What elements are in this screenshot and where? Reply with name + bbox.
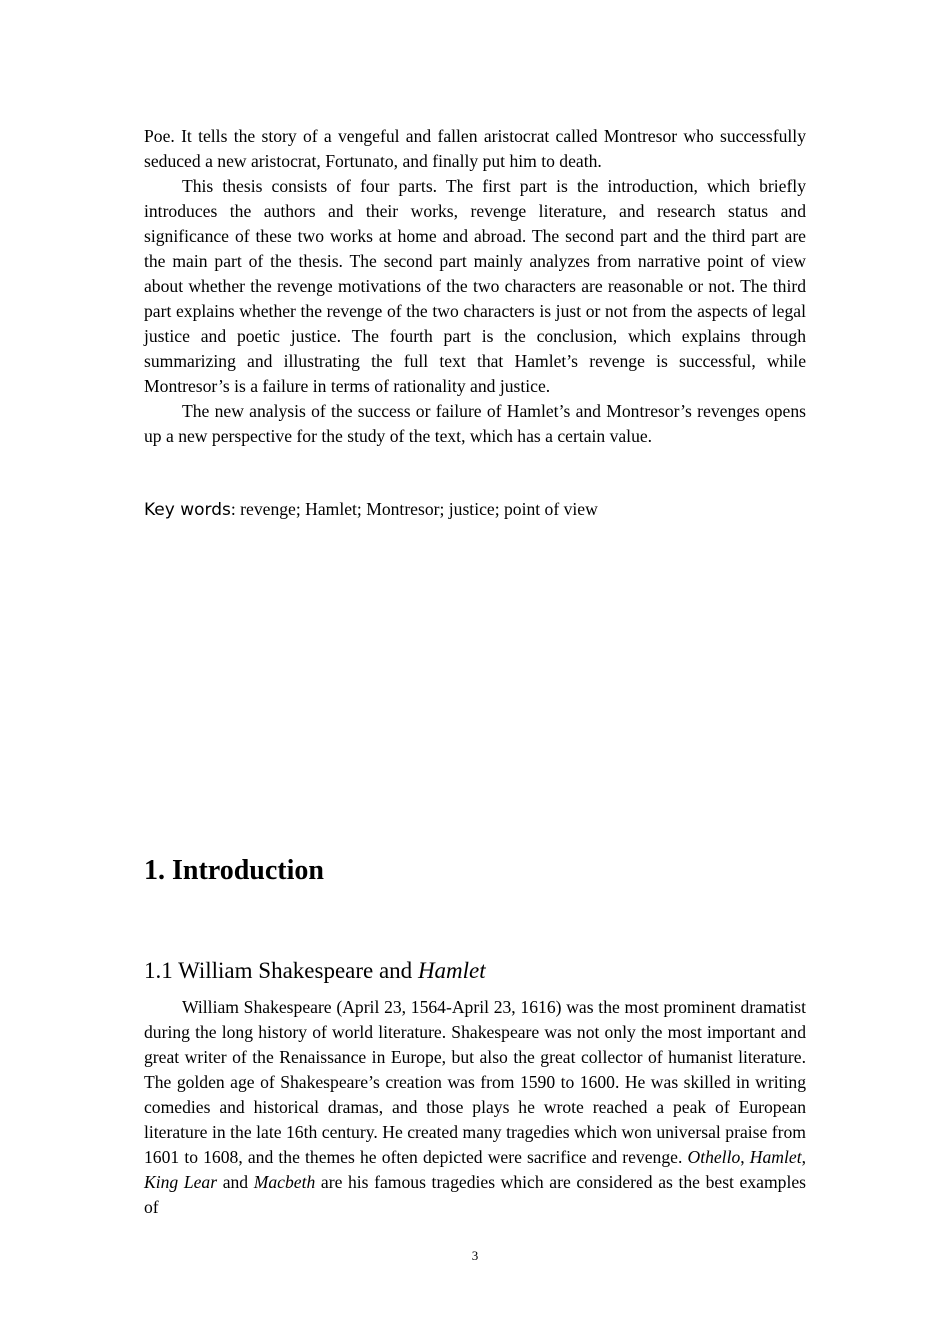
subsection-heading-shakespeare bbox=[144, 956, 806, 986]
keywords-value: revenge; Hamlet; Montresor; justice; point of view bbox=[235, 499, 598, 519]
keywords-separator: : bbox=[230, 499, 236, 519]
section-heading-introduction: 1. Introduction bbox=[144, 855, 324, 886]
paragraph-text: William Shakespeare (April 23, 1564-April 23, 1616) was the most prominent dramatist during the long history of world literature. Shakespeare was not only the most important and great writer of the Renaissance in Europe, but also the great collector of humanist literature. The golden age of Shakespeare’s creation was from 1590 to 1600. He was skilled in writing comedies and historical dramas, and those plays he wrote reached a peak of European literature in the late 16th century. He created many tragedies which won universal praise from 1601 to 1608, and the themes he often depicted were sacrifice and revenge. bbox=[144, 997, 806, 1167]
work-title-macbeth: Macbeth bbox=[253, 1172, 316, 1192]
separator: , bbox=[801, 1147, 806, 1167]
work-title-hamlet: Hamlet bbox=[749, 1147, 802, 1167]
subsection-heading-work-title: Hamlet bbox=[417, 958, 486, 983]
introduction-body bbox=[144, 995, 806, 1220]
abstract-paragraph-3: The new analysis of the success or failure of Hamlet’s and Montresor’s revenges opens up a new perspective for the study of the text, which has a certain value. bbox=[144, 401, 806, 446]
keywords-line bbox=[144, 497, 806, 523]
separator: and bbox=[217, 1172, 254, 1192]
keywords-label: Key words bbox=[144, 500, 231, 520]
page-number: 3 bbox=[471, 1248, 479, 1263]
separator: , bbox=[740, 1147, 750, 1167]
introduction-paragraph-1 bbox=[144, 995, 806, 1220]
work-title-othello: Othello bbox=[687, 1147, 741, 1167]
abstract-paragraph-2: This thesis consists of four parts. The first part is the introduction, which briefly introduces the authors and their works, revenge literature, and research status and significance of these two works at home and abroad. The second part and the third part are the main part of the thesis. The second part mainly analyzes from narrative point of view about whether the revenge motivations of the two characters are reasonable or not. The third part explains whether the revenge of the two characters is just or not from the aspects of legal justice and poetic justice. The fourth part is the conclusion, which explains through summarizing and illustrating the full text that Hamlet’s revenge is successful, while Montresor’s is a failure in terms of rationality and justice. bbox=[144, 176, 806, 396]
paragraph-text: are his famous tragedies which are considered as the best examples of bbox=[144, 1172, 806, 1217]
abstract-section bbox=[144, 124, 806, 449]
work-title-king-lear: King Lear bbox=[144, 1172, 218, 1192]
subsection-heading-text: 1.1 William Shakespeare and bbox=[144, 958, 418, 983]
abstract-paragraph-1: Poe. It tells the story of a vengeful and fallen aristocrat called Montresor who successfully seduced a new aristocrat, Fortunato, and finally put him to death. bbox=[144, 126, 806, 171]
